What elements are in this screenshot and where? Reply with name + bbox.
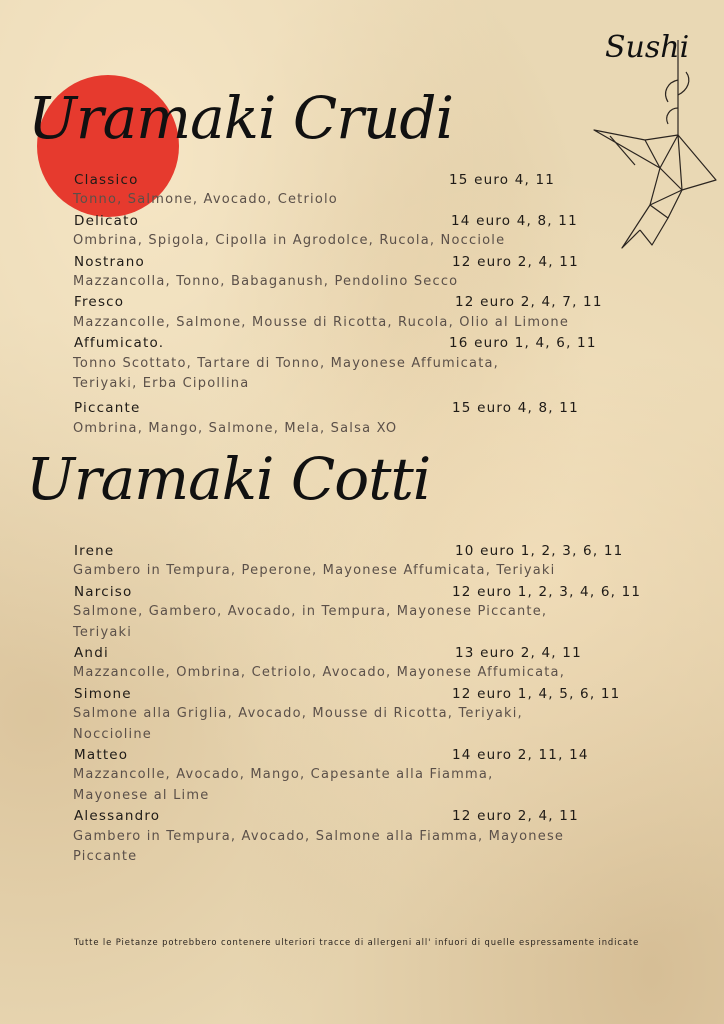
menu-item-description: Mazzancolle, Avocado, Mango, Capesante alla Fiamma, xyxy=(73,767,494,783)
menu-item-price: 15 euro 4, 8, 11 xyxy=(452,400,579,417)
menu-item-price: 15 euro 4, 11 xyxy=(449,172,556,188)
menu-item-price: 12 euro 2, 4, 11 xyxy=(452,808,579,825)
menu-item-price: 12 euro 2, 4, 7, 11 xyxy=(455,294,603,311)
menu-item-description: Mazzancolla, Tonno, Babaganush, Pendolino Secco xyxy=(73,274,459,289)
menu-item-name: Fresco xyxy=(74,294,125,311)
allergen-disclaimer: Tutte le Pietanze potrebbero contenere ulteriori tracce di allergeni all' infuori di quelle espressamente indicate xyxy=(74,937,640,947)
menu-item-name: Alessandro xyxy=(74,808,161,825)
menu-item-description: Mazzancolle, Salmone, Mousse di Ricotta, Rucola, Olio al Limone xyxy=(73,314,570,330)
menu-item-description: Noccioline xyxy=(73,726,152,742)
menu-item-description: Tonno, Salmone, Avocado, Cetriolo xyxy=(73,192,338,208)
brand-sushi-logo: Sushi xyxy=(605,30,690,65)
menu-item-description: Gambero in Tempura, Avocado, Salmone alla Fiamma, Mayonese xyxy=(73,828,565,844)
menu-item-name: Simone xyxy=(74,685,132,702)
menu-item-name: Piccante xyxy=(74,400,141,417)
menu-item-name: Irene xyxy=(74,543,115,559)
menu-item-name: Delicato xyxy=(74,212,140,229)
menu-item-price: 10 euro 1, 2, 3, 6, 11 xyxy=(455,543,624,559)
menu-item-description: Piccante xyxy=(73,849,138,864)
menu-item-description: Ombrina, Spigola, Cipolla in Agrodolce, Rucola, Nocciole xyxy=(73,233,506,249)
menu-item-name: Classico xyxy=(74,172,139,188)
menu-item-name: Narciso xyxy=(74,583,133,600)
section-title-uramaki-cotti: Uramaki Cotti xyxy=(26,445,431,513)
menu-item-price: 13 euro 2, 4, 11 xyxy=(455,645,582,661)
menu-item-description: Tonno Scottato, Tartare di Tonno, Mayonese Affumicata, xyxy=(73,355,499,371)
menu-item-price: 12 euro 2, 4, 11 xyxy=(452,253,579,270)
menu-item-name: Nostrano xyxy=(74,253,145,270)
menu-item-price: 16 euro 1, 4, 6, 11 xyxy=(449,335,597,352)
menu-item-description: Salmone alla Griglia, Avocado, Mousse di Ricotta, Teriyaki, xyxy=(73,706,523,722)
menu-item-name: Andi xyxy=(74,645,109,661)
section-title-uramaki-crudi: Uramaki Crudi xyxy=(28,84,454,152)
menu-item-price: 14 euro 4, 8, 11 xyxy=(451,212,578,229)
menu-item-price: 12 euro 1, 4, 5, 6, 11 xyxy=(452,685,621,702)
menu-item-description: Teriyaki, Erba Cipollina xyxy=(73,376,250,391)
menu-item-description: Mazzancolle, Ombrina, Cetriolo, Avocado, Mayonese Affumicata, xyxy=(73,665,566,681)
menu-item-name: Affumicato. xyxy=(74,335,165,352)
menu-item-description: Gambero in Tempura, Peperone, Mayonese Affumicata, Teriyaki xyxy=(73,563,556,579)
menu-item-price: 14 euro 2, 11, 14 xyxy=(452,747,589,763)
menu-item-name: Matteo xyxy=(74,747,129,763)
menu-item-price: 12 euro 1, 2, 3, 4, 6, 11 xyxy=(452,583,642,600)
menu-item-description: Mayonese al Lime xyxy=(73,787,210,803)
menu-item-description: Teriyaki xyxy=(73,624,133,640)
origami-crane-icon xyxy=(590,40,720,255)
menu-item-description: Ombrina, Mango, Salmone, Mela, Salsa XO xyxy=(73,420,398,436)
menu-item-description: Salmone, Gambero, Avocado, in Tempura, Mayonese Piccante, xyxy=(73,604,548,620)
